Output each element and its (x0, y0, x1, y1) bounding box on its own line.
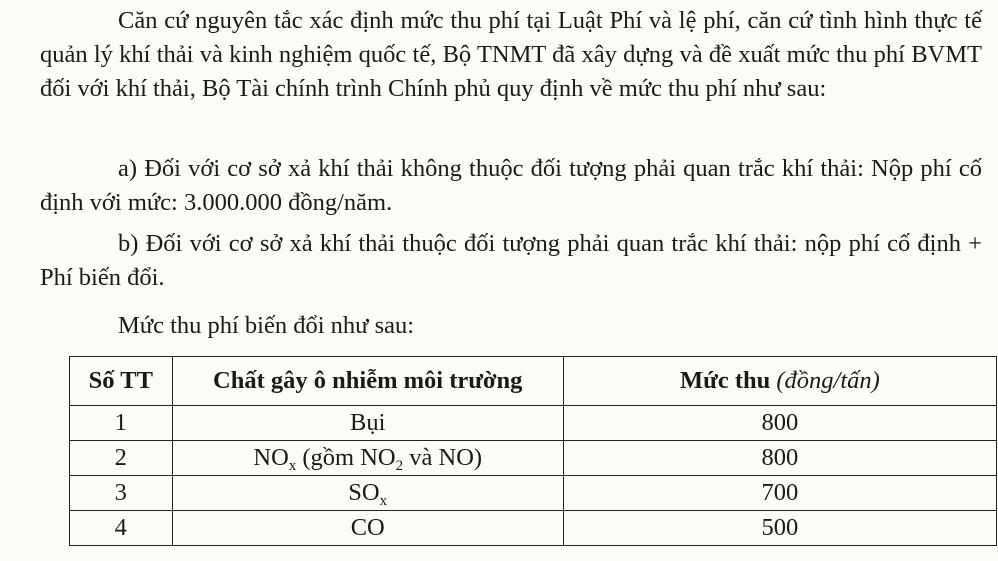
header-rate-unit: (đồng/tấn) (776, 367, 880, 394)
cell-stt: 4 (70, 511, 173, 546)
intro-paragraph: Căn cứ nguyên tắc xác định mức thu phí tại Luật Phí và lệ phí, căn cứ tình hình thực tế quản lý khí thải và kinh nghiệm quốc tế, Bộ TNMT đã xây dựng và đề xuất mức thu phí BVMT đối với khí thải, Bộ Tài chính trình Chính phủ quy định về mức thu phí như sau: (40, 7, 982, 102)
table-intro-text: Mức thu phí biến đổi như sau: (118, 312, 415, 339)
header-rate (563, 357, 996, 406)
header-pollutant: Chất gây ô nhiễm môi trường (172, 357, 563, 406)
cell-stt: 2 (70, 441, 173, 476)
item-a-paragraph: a) Đối với cơ sở xả khí thải không thuộc đối tượng phải quan trắc khí thải: Nộp phí cố định với mức: 3.000.000 đồng/năm. (40, 155, 982, 216)
table-row (70, 441, 997, 476)
cell-pollutant: Bụi (172, 406, 563, 441)
cell-rate: 500 (563, 511, 996, 546)
cell-rate: 700 (563, 476, 996, 511)
header-stt: Số TT (70, 357, 173, 406)
cell-pollutant: $NO_x$ (gồm $NO_2$ và NO) (172, 441, 563, 476)
table-row (70, 476, 997, 511)
table-row (70, 511, 997, 546)
cell-rate: 800 (563, 441, 996, 476)
table-row (70, 406, 997, 441)
table-header-row (70, 357, 997, 406)
cell-stt: 3 (70, 476, 173, 511)
item-b-paragraph: b) Đối với cơ sở xả khí thải thuộc đối tượng phải quan trắc khí thải: nộp phí cố định + Phí biến đổi. (40, 230, 982, 291)
cell-rate: 800 (563, 406, 996, 441)
header-rate-label: Mức thu (680, 367, 771, 394)
cell-pollutant: $SO_x$ (172, 476, 563, 511)
cell-stt: 1 (70, 406, 173, 441)
cell-pollutant: CO (172, 511, 563, 546)
fee-rate-table (69, 356, 997, 546)
